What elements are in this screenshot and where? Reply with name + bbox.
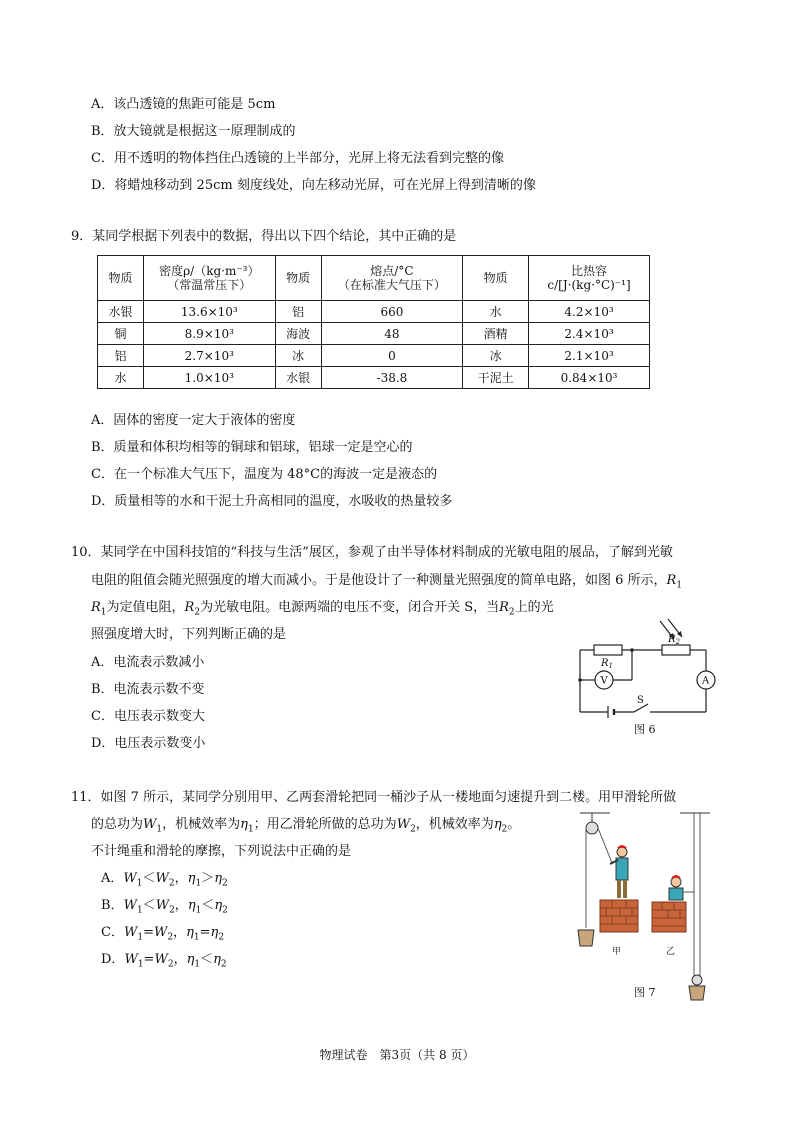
header-specific-heat: 比热容 c/[J·(kg·°C)⁻¹]: [529, 256, 650, 301]
q10-option-d: D．电压表示数变小: [91, 736, 206, 751]
q11-stem-line1: 11．如图 7 所示，某同学分别用甲、乙两套滑轮把同一桶沙子从一楼地面匀速提升到二楼。用甲滑轮所做: [71, 790, 677, 805]
q11-stem-line3: 不计绳重和滑轮的摩擦，下列说法中正确的是: [91, 844, 352, 859]
q9-data-table: [97, 255, 650, 389]
cell: 660: [321, 301, 463, 323]
q11-option-c: C．$W_1=W_2$，$\eta_1=\eta_2$: [101, 925, 225, 943]
q10-stem-line1: 10．某同学在中国科技馆的“科技与生活”展区，参观了由半导体材料制成的光敏电阻的展品，了解到光敏: [71, 545, 673, 560]
q11-option-a: A．$W_1<W_2$，$\eta_1>\eta_2$: [101, 871, 228, 889]
brick-platform-yi: [652, 902, 686, 932]
q10-option-c: C．电压表示数变大: [91, 709, 205, 724]
r1-label: $R_1$: [601, 658, 613, 670]
bucket-jia: [578, 930, 594, 946]
cell: 水: [463, 301, 529, 323]
resistor-r1: [594, 645, 622, 655]
cell: 铝: [98, 345, 144, 367]
q9-stem: 9．某同学根据下列表中的数据，得出以下四个结论，其中正确的是: [71, 229, 457, 244]
header-substance: 物质: [463, 256, 529, 301]
q8-option-d: D．将蜡烛移动到 25cm 刻度线处，向左移动光屏，可在光屏上得到清晰的像: [91, 178, 536, 193]
cell: 水银: [98, 301, 144, 323]
cell: 水银: [275, 367, 321, 389]
q10-stem-line2: 电阻的阻值会随光照强度的增大而减小。于是他设计了一种测量光照强度的简单电路，如图 6 所示，$R_1$: [91, 573, 683, 591]
cell: 1.0×10³: [143, 367, 275, 389]
cell: 48: [321, 323, 463, 345]
cell: 水: [98, 367, 144, 389]
pulley-yi: [692, 975, 702, 985]
pulley-jia: [586, 822, 598, 834]
q10-option-b: B．电流表示数不变: [91, 682, 205, 697]
page-footer: 物理试卷 第3页（共 8 页）: [319, 1048, 475, 1062]
figure-6-caption: 图 6: [634, 723, 656, 736]
table-header-row: [98, 256, 650, 301]
label-yi: 乙: [666, 947, 676, 957]
cell: 冰: [275, 345, 321, 367]
q8-option-c: C．用不透明的物体挡住凸透镜的上半部分，光屏上将无法看到完整的像: [91, 151, 504, 166]
ammeter-label: A: [702, 675, 710, 687]
table-row: [98, 301, 650, 323]
cell: 2.4×10³: [529, 323, 650, 345]
cell: 2.7×10³: [143, 345, 275, 367]
cell: 酒精: [463, 323, 529, 345]
voltmeter-label: V: [600, 675, 608, 687]
cell: 2.1×10³: [529, 345, 650, 367]
header-substance: 物质: [275, 256, 321, 301]
header-substance: 物质: [98, 256, 144, 301]
q10-stem-line4: 照强度增大时，下列判断正确的是: [91, 627, 287, 642]
table-row: [98, 345, 650, 367]
table-row: [98, 367, 650, 389]
circuit-diagram: [570, 615, 720, 735]
cell: 冰: [463, 345, 529, 367]
q9-option-a: A．固体的密度一定大于液体的密度: [91, 413, 296, 428]
q9-option-c: C．在一个标准大气压下，温度为 48°C的海波一定是液态的: [91, 467, 438, 482]
q10-stem-line3: $R_1$为定值电阻，$R_2$为光敏电阻。电源两端的电压不变，闭合开关 S，当$R_2$上的光: [91, 600, 554, 618]
q10-option-a: A．电流表示数减小: [91, 655, 205, 670]
cell: 铝: [275, 301, 321, 323]
q9-option-d: D．质量相等的水和干泥土升高相同的温度，水吸收的热量较多: [91, 494, 453, 509]
cell: 8.9×10³: [143, 323, 275, 345]
r2-label: $R_2$: [668, 634, 680, 646]
header-melting-point: 熔点/°C （在标准大气压下）: [321, 256, 463, 301]
cell: 0.84×10³: [529, 367, 650, 389]
cell: 干泥土: [463, 367, 529, 389]
header-density: 密度ρ/（kg·m⁻³） （常温常压下）: [143, 256, 275, 301]
label-jia: 甲: [612, 947, 622, 957]
pulley-illustration: [570, 808, 720, 1008]
q8-option-b: B．放大镜就是根据这一原理制成的: [91, 124, 296, 139]
q11-option-d: D．$W_1=W_2$，$\eta_1<\eta_2$: [101, 952, 227, 970]
q8-option-a: A．该凸透镜的焦距可能是 5cm: [91, 97, 276, 112]
figure-7-caption: 图 7: [634, 986, 656, 999]
q11-stem-line2: 的总功为$W_1$，机械效率为$\eta_1$；用乙滑轮所做的总功为$W_2$，机械效率为$\eta_2$。: [91, 817, 521, 835]
q11-option-b: B．$W_1<W_2$，$\eta_1<\eta_2$: [101, 898, 228, 916]
cell: -38.8: [321, 367, 463, 389]
table-row: [98, 323, 650, 345]
cell: 13.6×10³: [143, 301, 275, 323]
photoresistor-r2: [662, 645, 690, 655]
cell: 0: [321, 345, 463, 367]
cell: 4.2×10³: [529, 301, 650, 323]
cell: 铜: [98, 323, 144, 345]
bucket-yi: [689, 986, 705, 1000]
cell: 海波: [275, 323, 321, 345]
q9-option-b: B．质量和体积均相等的铜球和铝球，铝球一定是空心的: [91, 440, 413, 455]
switch-label: S: [637, 695, 644, 706]
